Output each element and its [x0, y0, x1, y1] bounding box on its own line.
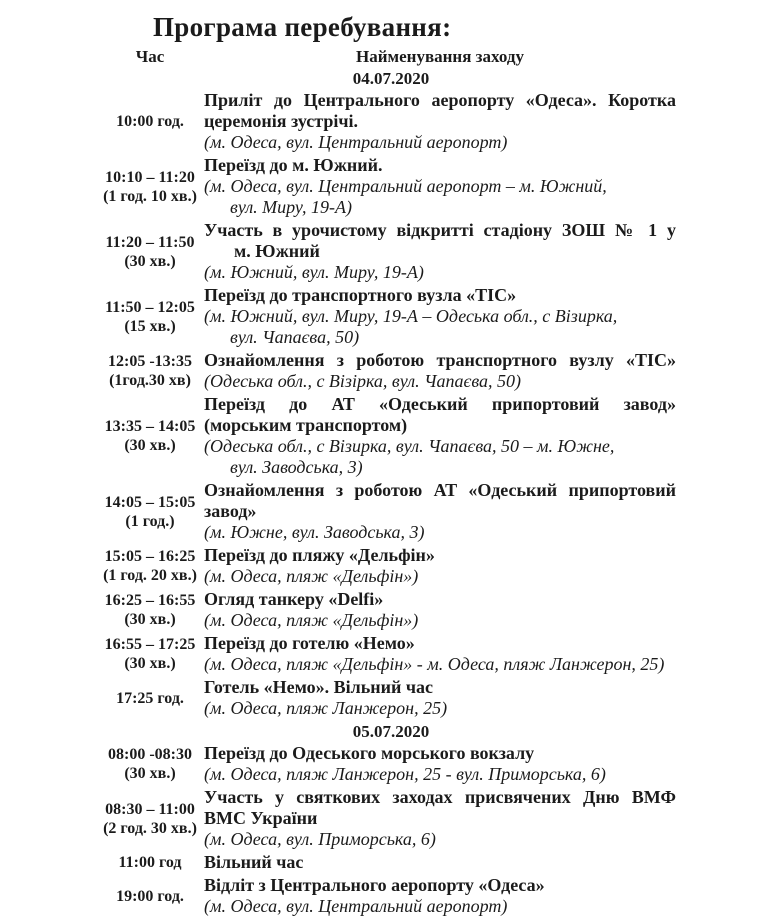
time-duration: (1 год.) — [125, 512, 175, 530]
event-location-line: (м. Южний, вул. Миру, 19-А – Одеська обл., с Візирка, — [204, 306, 618, 326]
event-cell — [204, 743, 676, 785]
time-duration: (30 хв.) — [124, 765, 176, 782]
event-location-line: вул. Чапаєва, 50) — [230, 327, 360, 347]
schedule-row — [0, 545, 768, 587]
event-title-line: Відліт з Центрального аеропорту «Одеса» — [204, 875, 545, 895]
schedule-row — [0, 480, 768, 543]
schedule-row — [0, 285, 768, 348]
time-duration: (1 год. 10 хв.) — [103, 187, 197, 205]
time-cell — [0, 852, 204, 873]
event-cell — [204, 589, 676, 631]
schedule-row — [0, 633, 768, 675]
schedule-row — [0, 90, 768, 153]
time-range: 19:00 год. — [116, 887, 184, 905]
time-range: 15:05 – 16:25 — [104, 548, 196, 565]
event-title-line: Переїзд до м. Южний. — [204, 155, 383, 175]
schedule-row — [0, 787, 768, 850]
time-range: 12:05 -13:35 — [108, 353, 192, 370]
event-location-line: (м. Одеса, пляж Ланжерон, 25 - вул. Приморська, 6) — [204, 764, 606, 784]
schedule-row — [0, 743, 768, 785]
event-cell — [204, 480, 676, 543]
time-range: 10:10 – 11:20 — [105, 168, 195, 186]
time-range: 08:30 – 11:00 — [105, 800, 195, 818]
day-date-label: 04.07.2020 — [352, 69, 430, 88]
event-title-line: Переїзд до транспортного вузла «ТІС» — [204, 285, 517, 305]
event-location-line: (м. Одеса, пляж «Дельфін») — [204, 610, 419, 630]
schedule-row — [0, 220, 768, 283]
column-header-event: Найменування заходу — [356, 47, 524, 66]
event-cell — [204, 350, 676, 392]
time-cell — [0, 875, 204, 917]
schedule-table — [0, 68, 768, 917]
event-location-line: (м. Одеса, пляж «Дельфін») — [204, 566, 419, 586]
event-title-line: Ознайомлення з роботою АТ «Одеський припортовий — [204, 480, 676, 500]
schedule-row — [0, 394, 768, 478]
event-location-line: вул. Заводська, 3) — [230, 457, 363, 477]
event-location-line: (м. Одеса, пляж Ланжерон, 25) — [204, 698, 448, 718]
time-cell — [0, 220, 204, 283]
event-cell — [204, 90, 676, 153]
time-range: 10:00 год. — [116, 113, 184, 130]
time-cell — [0, 589, 204, 631]
time-range: 11:50 – 12:05 — [105, 298, 195, 316]
day-date-label: 05.07.2020 — [352, 722, 430, 741]
event-location-line: (Одеська обл., с Візирка, вул. Чапаєва, 50 – м. Южне, — [204, 436, 615, 456]
event-title-line: Готель «Немо». Вільний час — [204, 677, 433, 697]
event-cell — [204, 852, 676, 873]
event-title-line: завод» — [204, 501, 257, 521]
event-title-line: Приліт до Центрального аеропорту «Одеса». Коротка — [204, 90, 676, 110]
event-cell — [204, 545, 676, 587]
event-cell — [204, 677, 676, 719]
event-cell — [204, 220, 676, 283]
event-cell — [204, 875, 676, 917]
time-range: 14:05 – 15:05 — [104, 493, 196, 511]
schedule-row — [0, 155, 768, 218]
time-range: 16:55 – 17:25 — [104, 636, 196, 653]
event-location-line: (Одеська обл., с Візірка, вул. Чапаєва, 50) — [204, 371, 522, 391]
time-cell — [0, 633, 204, 675]
time-cell — [0, 90, 204, 153]
time-duration: (30 хв.) — [124, 437, 176, 454]
time-range: 08:00 -08:30 — [108, 746, 192, 763]
event-title-line: Переїзд до АТ «Одеський припортовий завод» — [204, 394, 676, 414]
time-duration: (2 год. 30 хв.) — [103, 819, 197, 837]
schedule-row — [0, 852, 768, 873]
event-title-line: Переїзд до готелю «Немо» — [204, 633, 415, 653]
event-location-line: (м. Одеса, вул. Центральний аеропорт) — [204, 132, 508, 152]
time-duration: (30 хв.) — [124, 611, 176, 628]
time-cell — [0, 480, 204, 543]
time-cell — [0, 677, 204, 719]
time-duration: (30 хв.) — [124, 252, 176, 270]
event-location-line: (м. Одеса, вул. Приморська, 6) — [204, 829, 436, 849]
time-duration: (15 хв.) — [124, 317, 176, 335]
time-cell — [0, 743, 204, 785]
event-title-line: Переїзд до пляжу «Дельфін» — [204, 545, 435, 565]
event-cell — [204, 285, 676, 348]
time-duration: (1 год. 20 хв.) — [103, 567, 197, 584]
event-title-line: Вільний час — [204, 852, 304, 872]
event-title-line: церемонія зустрічі. — [204, 111, 359, 131]
time-cell — [0, 394, 204, 478]
schedule-row — [0, 677, 768, 719]
event-cell — [204, 394, 676, 478]
event-location-line: (м. Одеса, пляж «Дельфін» - м. Одеса, пляж Ланжерон, 25) — [204, 654, 665, 674]
event-title-line: Участь в урочистому відкритті стадіону ЗОШ № 1 у — [204, 220, 676, 240]
schedule-row — [0, 350, 768, 392]
time-range: 16:25 – 16:55 — [104, 592, 196, 609]
event-location-line: (м. Одеса, вул. Центральний аеропорт – м. Южний, — [204, 176, 607, 196]
event-location-line: (м. Южне, вул. Заводська, 3) — [204, 522, 425, 542]
time-cell — [0, 155, 204, 218]
time-range: 11:00 год — [118, 854, 182, 871]
time-duration: (1год.30 хв) — [109, 372, 191, 389]
event-location-line: вул. Миру, 19-А) — [230, 197, 353, 217]
table-header — [0, 46, 768, 68]
time-range: 11:20 – 11:50 — [105, 233, 195, 251]
schedule-row — [0, 589, 768, 631]
column-header-time: Час — [135, 47, 165, 66]
event-cell — [204, 633, 676, 675]
time-cell — [0, 787, 204, 850]
time-cell — [0, 545, 204, 587]
event-title-line: м. Южний — [234, 241, 320, 261]
event-title-line: (морським транспортом) — [204, 415, 408, 435]
event-title-line: Ознайомлення з роботою транспортного вузлу «ТІС» — [204, 350, 676, 370]
time-range: 17:25 год. — [116, 689, 184, 707]
event-title-line: ВМС України — [204, 808, 318, 828]
event-title-line: Переїзд до Одеського морського вокзалу — [204, 743, 535, 763]
event-location-line: (м. Южний, вул. Миру, 19-А) — [204, 262, 424, 282]
schedule-row — [0, 875, 768, 917]
event-title-line: Участь у святкових заходах присвячених Дню ВМФ — [204, 787, 676, 807]
time-range: 13:35 – 14:05 — [104, 418, 196, 435]
document-title: Програма перебування: — [153, 12, 452, 42]
event-location-line: (м. Одеса, вул. Центральний аеропорт) — [204, 896, 508, 916]
time-cell — [0, 350, 204, 392]
time-cell — [0, 285, 204, 348]
event-cell — [204, 787, 676, 850]
time-duration: (30 хв.) — [124, 655, 176, 672]
event-cell — [204, 155, 676, 218]
event-title-line: Огляд танкеру «Delfi» — [204, 589, 384, 609]
